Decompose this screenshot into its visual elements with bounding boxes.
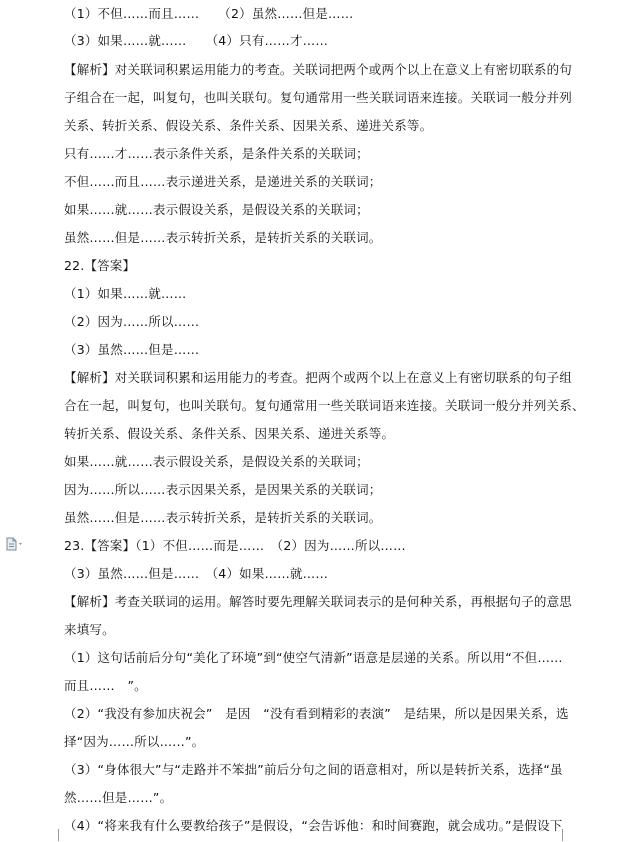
text-line: 如果……就……表示假设关系，是假设关系的关联词； (64, 454, 369, 469)
text-line: 合在一起，叫复句，也叫关联句。复句通常用一些关联词语来连接。关联词一般分并列关系、 (64, 398, 585, 413)
text-line: 如果……就……表示假设关系，是假设关系的关联词； (64, 202, 369, 217)
answer-heading: 22.【答案】 (64, 258, 136, 273)
margin-corner-mark (44, 829, 59, 841)
text-line: （1）如果……就…… (64, 286, 187, 301)
text-line: 转折关系、假设关系、条件关系、因果关系、递进关系等。 (64, 426, 395, 441)
text-line: （3）虽然……但是…… (64, 342, 200, 357)
text-line: 择“因为……所以……”。 (64, 734, 205, 749)
text-line: 不但……而且……表示递进关系，是递进关系的关联词； (64, 174, 382, 189)
text-line: 只有……才……表示条件关系，是条件关系的关联词； (64, 146, 369, 161)
margin-corner-mark (562, 829, 577, 841)
text-line: 因为……所以……表示因果关系，是因果关系的关联词； (64, 482, 382, 497)
text-line: 虽然……但是……表示转折关系，是转折关系的关联词。 (64, 230, 382, 245)
text-line: 来填写。 (64, 622, 115, 637)
text-line: （2）“我没有参加庆祝会” 是因 “没有看到精彩的表演” 是结果，所以是因果关系，选 (64, 706, 569, 721)
text-line: （1）不但……而且…… （2）虽然……但是…… (64, 6, 354, 21)
text-line: （3）“身体很大”与“走路并不笨拙”前后分句之间的语意相对，所以是转折关系，选择“虽 (64, 762, 563, 777)
text-line: （4）“将来我有什么要教给孩子”是假设，“会告诉他：和时间赛跑，就会成功。”是假设下 (64, 818, 563, 833)
text-line: 虽然……但是……表示转折关系，是转折关系的关联词。 (64, 510, 382, 525)
text-line: 关系、转折关系、假设关系、条件关系、因果关系、递进关系等。 (64, 118, 433, 133)
text-line: （3）虽然……但是…… （4）如果……就…… (64, 566, 329, 581)
text-line: 【解析】对关联词积累和运用能力的考查。把两个或两个以上在意义上有密切联系的句子组 (64, 370, 573, 385)
text-line: （2）因为……所以…… (64, 314, 200, 329)
text-line: （1）这句话前后分句“美化了环境”到“使空气清新”语意是层递的关系。所以用“不但…… (64, 650, 563, 665)
answer-heading: 23.【答案】（1）不但……而是…… （2）因为……所以…… (64, 538, 406, 553)
text-line: 然……但是……”。 (64, 790, 173, 805)
document-icon[interactable] (5, 537, 25, 551)
text-line: 【解析】考查关联词的运用。解答时要先理解关联词表示的是何种关系，再根据句子的意思 (64, 594, 573, 609)
text-line: 子组合在一起，叫复句，也叫关联句。复句通常用一些关联词语来连接。关联词一般分并列 (64, 90, 573, 105)
text-line: 而且…… ”。 (64, 678, 147, 693)
text-line: （3）如果……就…… （4）只有……才…… (64, 33, 329, 48)
text-line: 【解析】对关联词积累运用能力的考查。关联词把两个或两个以上在意义上有密切联系的句 (64, 62, 573, 77)
